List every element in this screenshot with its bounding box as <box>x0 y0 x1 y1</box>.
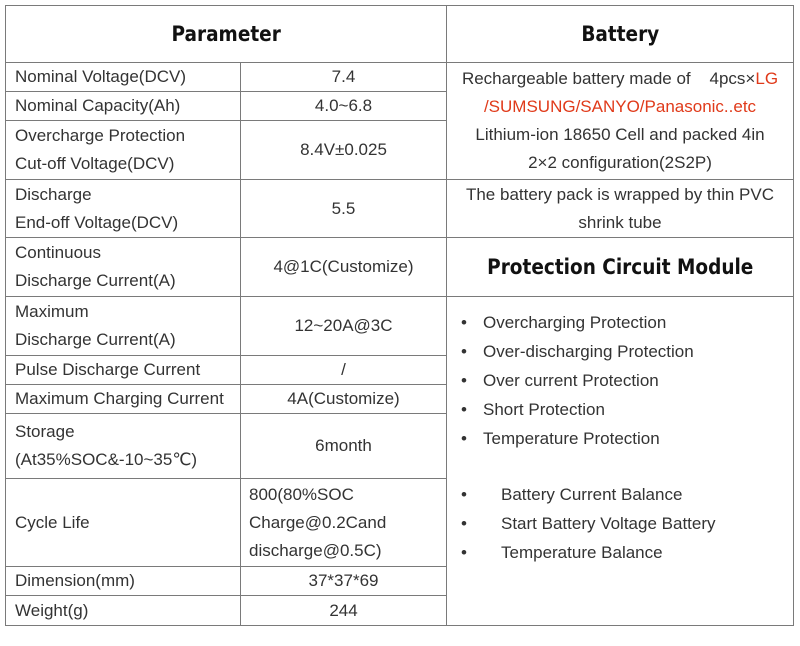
battery-header-cell <box>446 5 794 63</box>
battery-line-3: Lithium-ion 18650 Cell and packed 4in <box>475 125 765 144</box>
param-label-overcharge: Overcharge Protection Cut-off Voltage(DCV) <box>5 120 241 180</box>
param-value-dimension: 37*37*69 <box>240 566 447 596</box>
battery-line-1: Rechargeable battery made of 4pcs×LG <box>461 69 779 88</box>
pcm-header-cell <box>446 237 794 297</box>
param-label-dimension: Dimension(mm) <box>5 566 241 596</box>
param-label-storage: Storage (At35%SOC&-10~35℃) <box>5 413 241 479</box>
param-value-nominal-voltage: 7.4 <box>240 62 447 92</box>
param-label-nominal-capacity: Nominal Capacity(Ah) <box>5 91 241 121</box>
battery-line-4: 2×2 configuration(2S2P) <box>528 153 712 172</box>
param-value-weight: 244 <box>240 595 447 626</box>
brand-lg: LG <box>755 69 779 88</box>
param-label-nominal-voltage: Nominal Voltage(DCV) <box>5 62 241 92</box>
param-label-cycle-life: Cycle Life <box>5 478 241 567</box>
list-item: • Over-discharging Protection <box>461 342 694 361</box>
battery-header: Battery <box>581 22 659 46</box>
list-item: • Short Protection <box>461 400 605 419</box>
param-label-pulse-discharge: Pulse Discharge Current <box>5 355 241 385</box>
list-item: • Start Battery Voltage Battery <box>461 514 716 533</box>
param-label-max-charging: Maximum Charging Current <box>5 384 241 414</box>
param-label-max-discharge: Maximum Discharge Current(A) <box>5 296 241 356</box>
param-value-pulse-discharge: / <box>240 355 447 385</box>
param-value-nominal-capacity: 4.0~6.8 <box>240 91 447 121</box>
list-item: • Temperature Balance <box>461 543 663 562</box>
list-item: • Battery Current Balance <box>461 485 683 504</box>
battery-description <box>446 62 794 180</box>
param-value-cycle-life: 800(80%SOC Charge@0.2Cand discharge@0.5C) <box>240 478 447 567</box>
param-label-weight: Weight(g) <box>5 595 241 626</box>
param-label-continuous-current: Continuous Discharge Current(A) <box>5 237 241 297</box>
param-value-overcharge: 8.4V±0.025 <box>240 120 447 180</box>
battery-wrap-description: The battery pack is wrapped by thin PVC shrink tube <box>446 179 794 238</box>
protection-list <box>461 308 694 453</box>
pcm-header: Protection Circuit Module <box>486 255 754 279</box>
parameter-header: Parameter <box>171 22 281 46</box>
battery-line-2: /SUMSUNG/SANYO/Panasonic..etc <box>483 97 757 116</box>
pcm-features-cell <box>446 296 794 626</box>
param-value-discharge-end: 5.5 <box>240 179 447 238</box>
param-value-continuous-current: 4@1C(Customize) <box>240 237 447 297</box>
list-item: • Temperature Protection <box>461 429 660 448</box>
balance-list <box>461 480 716 567</box>
param-value-max-discharge: 12~20A@3C <box>240 296 447 356</box>
spec-table <box>5 5 794 626</box>
list-item: • Over current Protection <box>461 371 659 390</box>
param-value-max-charging: 4A(Customize) <box>240 384 447 414</box>
param-value-storage: 6month <box>240 413 447 479</box>
parameter-header-cell <box>5 5 447 63</box>
list-item: • Overcharging Protection <box>461 313 667 332</box>
param-label-discharge-end: Discharge End-off Voltage(DCV) <box>5 179 241 238</box>
